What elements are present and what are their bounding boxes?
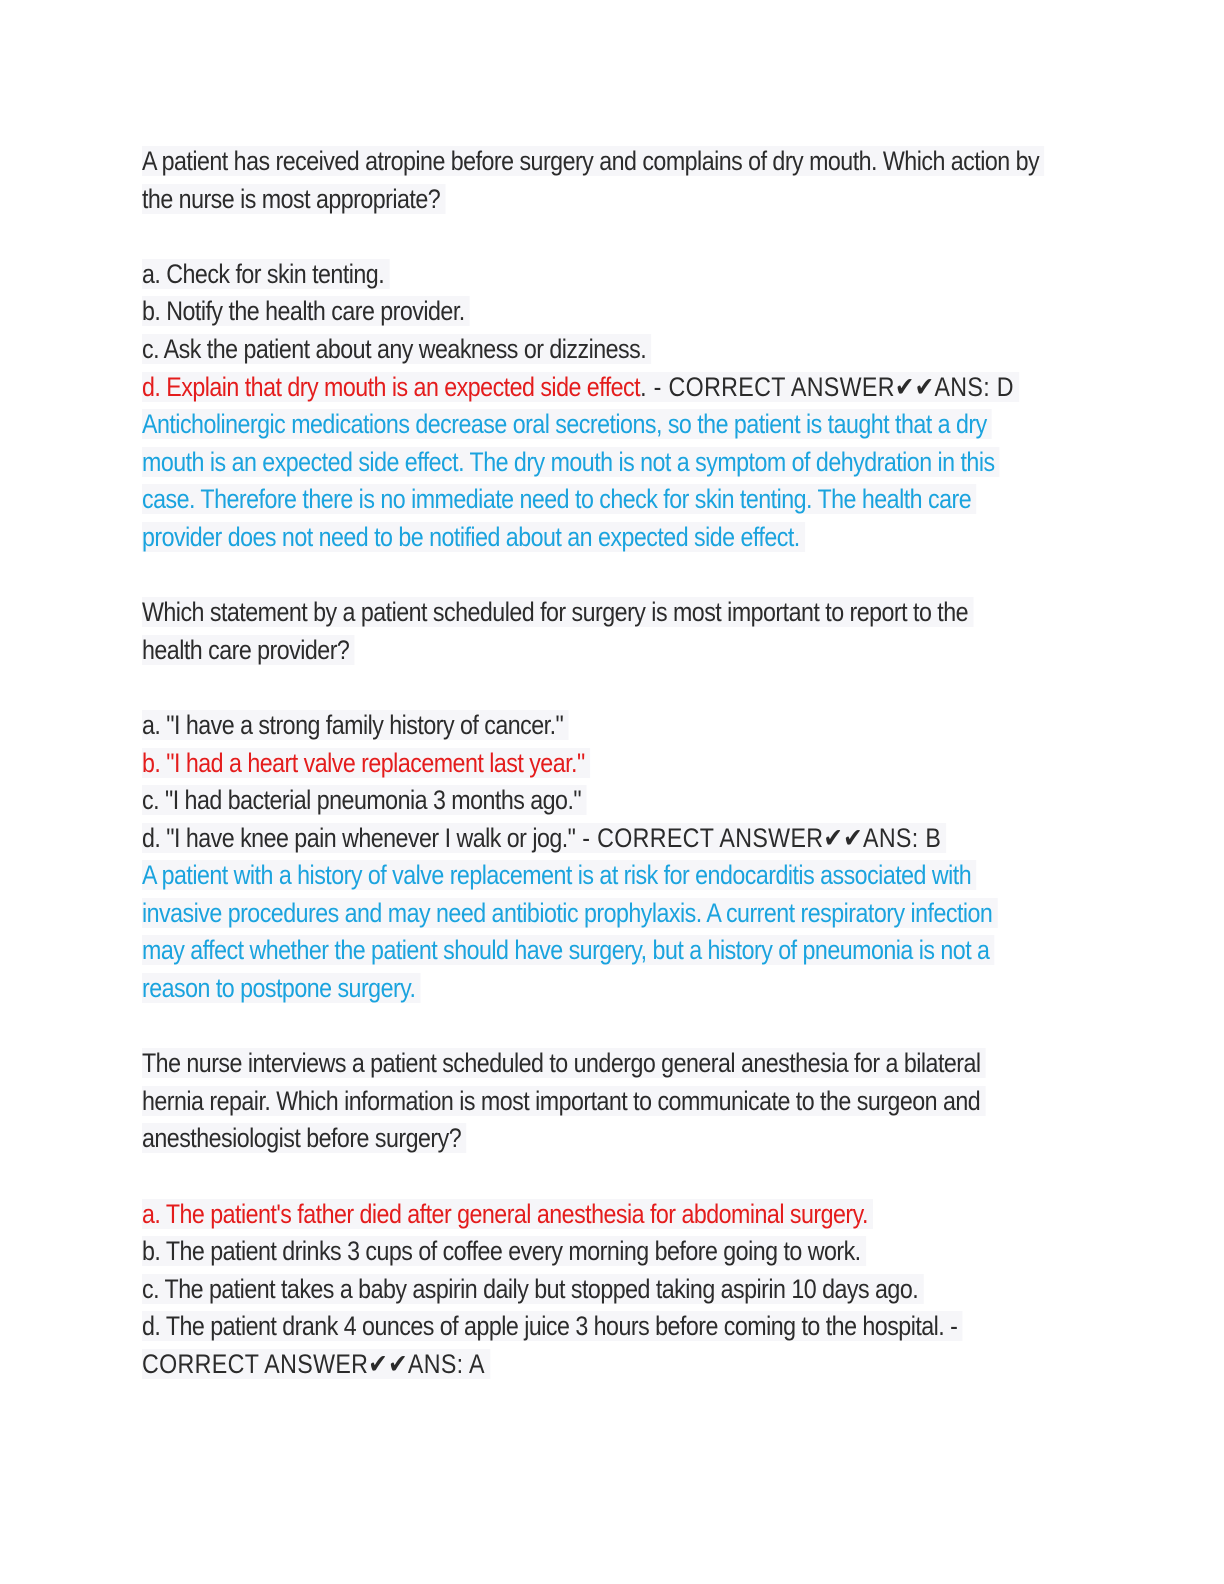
question-2 (142, 594, 1072, 1008)
rationale-line: mouth is an expected side effect. The dry mouth is not a symptom of dehydration in this (142, 444, 942, 482)
rationale-line: may affect whether the patient should have surgery, but a history of pneumonia is not a (142, 932, 942, 970)
rationale-line: provider does not need to be notified about an expected side effect. (142, 519, 942, 557)
correct-answer-key: - CORRECT ANSWER✔✔ANS: B (575, 822, 942, 853)
answer-option: a. "I have a strong family history of cancer." (142, 707, 942, 745)
answer-option: c. The patient takes a baby aspirin daily but stopped taking aspirin 10 days ago. (142, 1271, 942, 1309)
question-3 (142, 1045, 1072, 1383)
question-stem-line: anesthesiologist before surgery? (142, 1120, 942, 1158)
spacer (142, 218, 1072, 256)
answer-option-correct: b. "I had a heart valve replacement last year." (142, 745, 942, 783)
question-stem-line: hernia repair. Which information is most important to communicate to the surgeon and (142, 1083, 942, 1121)
question-stem-line: the nurse is most appropriate? (142, 181, 942, 219)
correct-answer-key: . - CORRECT ANSWER✔✔ANS: D (640, 371, 1014, 402)
answer-option: a. Check for skin tenting. (142, 256, 942, 294)
rationale-line: invasive procedures and may need antibiotic prophylaxis. A current respiratory infection (142, 895, 942, 933)
rationale-line: case. Therefore there is no immediate need to check for skin tenting. The health care (142, 481, 942, 519)
answer-option: c. Ask the patient about any weakness or dizziness. (142, 331, 942, 369)
question-stem-line: A patient has received atropine before surgery and complains of dry mouth. Which action by (142, 143, 942, 181)
answer-option: d. "I have knee pain whenever I walk or jog." - CORRECT ANSWER✔✔ANS: B (142, 820, 942, 858)
correct-answer-key: CORRECT ANSWER✔✔ANS: A (142, 1346, 942, 1384)
answer-option: b. Notify the health care provider. (142, 293, 942, 331)
document-page (142, 143, 1072, 1384)
question-stem-line: health care provider? (142, 632, 942, 670)
spacer (142, 1008, 1072, 1046)
answer-option: c. "I had bacterial pneumonia 3 months ago." (142, 782, 942, 820)
spacer (142, 1158, 1072, 1196)
question-1 (142, 143, 1072, 557)
question-stem-line: Which statement by a patient scheduled for surgery is most important to report to the (142, 594, 942, 632)
answer-option: d. The patient drank 4 ounces of apple juice 3 hours before coming to the hospital. - (142, 1308, 942, 1346)
rationale-line: reason to postpone surgery. (142, 970, 942, 1008)
answer-option-correct: a. The patient's father died after general anesthesia for abdominal surgery. (142, 1196, 942, 1234)
rationale-line: Anticholinergic medications decrease oral secretions, so the patient is taught that a dry (142, 406, 942, 444)
spacer (142, 557, 1072, 595)
answer-option-correct (142, 369, 1014, 407)
question-stem-line: The nurse interviews a patient scheduled to undergo general anesthesia for a bilateral (142, 1045, 942, 1083)
answer-option: b. The patient drinks 3 cups of coffee every morning before going to work. (142, 1233, 942, 1271)
rationale-line: A patient with a history of valve replacement is at risk for endocarditis associated with (142, 857, 942, 895)
spacer (142, 669, 1072, 707)
correct-option-text: d. Explain that dry mouth is an expected side effect (142, 371, 641, 402)
